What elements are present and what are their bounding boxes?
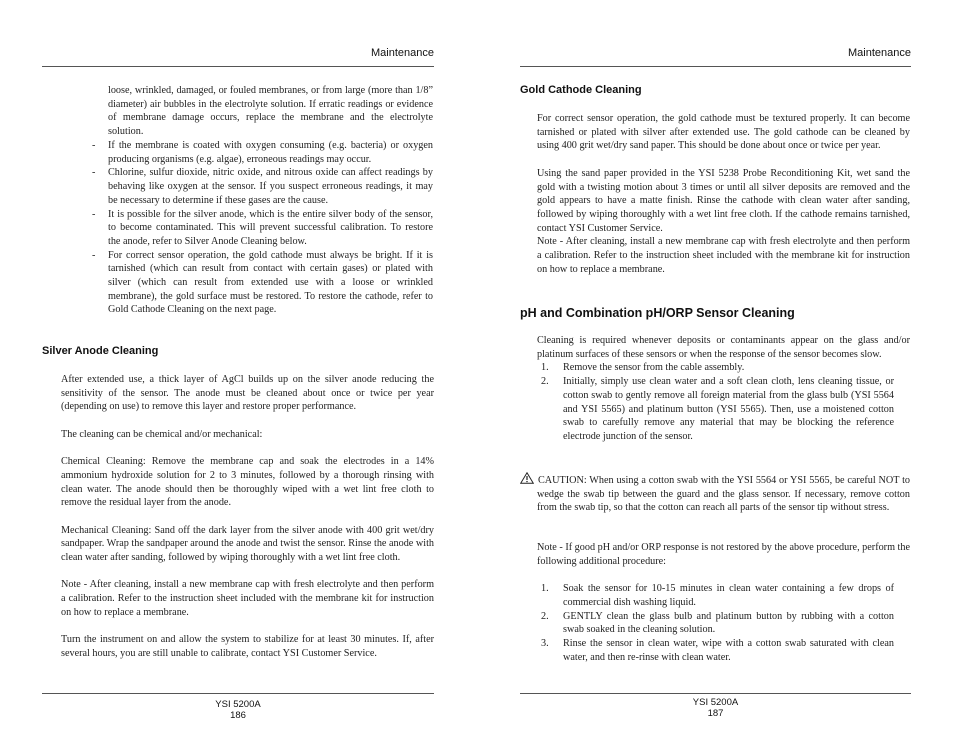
paragraph: Note - If good pH and/or ORP response is not restored by the above procedure, perform the following additional procedure: bbox=[537, 542, 910, 567]
paragraph: After extended use, a thick layer of AgCl builds up on the silver anode reducing the sensitivity of the sensor. The anode must be cleaned about once or twice per year (depending on use) to remove this layer and restore proper performance. bbox=[61, 374, 434, 413]
gold-cathode-heading: Gold Cathode Cleaning bbox=[520, 84, 642, 96]
page-number: 186 bbox=[230, 710, 246, 721]
paragraph: Note - After cleaning, install a new membrane cap with fresh electrolyte and then perform a calibration. Refer to the instruction sheet included with the membrane kit for instruction on how to replace a membrane. bbox=[537, 236, 910, 275]
left-footer-rule bbox=[42, 693, 434, 694]
caution-text: CAUTION: When using a cotton swab with the YSI 5564 or YSI 5565, be careful NOT to wedge the swab tip between the guard and the glass sensor. If necessary, remove cotton from the swab tip, so that the cotton can reach all parts of the sensor tip without stress. bbox=[520, 472, 910, 515]
list-item: 2. Initially, simply use clean water and a soft clean cloth, lens cleaning tissue, or cotton swab to gently remove all foreign material from the glass bulb (YSI 5564 and YSI 5565) and platinum button (YSI 5565). Then, use a moistened cotton swab to carefully remove any material that may be blocking the reference electrode junction of the sensor. bbox=[541, 376, 894, 442]
list-item: 1. Soak the sensor for 10-15 minutes in clean water containing a few drops of commercial dish washing liquid. bbox=[541, 583, 894, 608]
additional-procedure bbox=[537, 541, 910, 664]
page-number: 187 bbox=[707, 708, 724, 719]
continuation-paragraph: loose, wrinkled, damaged, or fouled membranes, or from large (more than 1/8” diameter) air bubbles in the electrolyte solution. If erratic readings or evidence of membrane damage occurs, replace the membrane and the electrolyte solution. bbox=[108, 85, 433, 138]
caution-block bbox=[520, 472, 910, 515]
paragraph: Note - After cleaning, install a new membrane cap with fresh electrolyte and then perform a calibration. Refer to the instruction sheet included with the membrane kit for instruction on how to replace a membrane. bbox=[61, 579, 434, 618]
right-footer-rule bbox=[520, 693, 911, 694]
left-footer bbox=[42, 699, 434, 721]
right-running-header: Maintenance bbox=[848, 47, 911, 59]
list-item: 1. Remove the sensor from the cable assembly. bbox=[541, 362, 745, 374]
list-item: - If the membrane is coated with oxygen consuming (e.g. bacteria) or oxygen producing organisms (e.g. algae), erroneous readings may occur. bbox=[92, 140, 433, 165]
footer-model: YSI 5200A bbox=[692, 697, 739, 708]
paragraph: Turn the instrument on and allow the system to stabilize for at least 30 minutes. If, after several hours, you are still unable to calibrate, contact YSI Customer Service. bbox=[61, 634, 434, 659]
ph-sensor-body bbox=[537, 334, 910, 444]
paragraph: For correct sensor operation, the gold cathode must be textured properly. It can become tarnished or plated with silver after extended use. The gold cathode can be cleaned by using 400 grit wet/dry sand paper. This should be done about once or twice per year. bbox=[537, 113, 910, 152]
left-running-header: Maintenance bbox=[371, 47, 434, 59]
left-page bbox=[42, 0, 434, 738]
right-footer bbox=[520, 697, 911, 719]
right-header-rule bbox=[520, 66, 911, 67]
left-continuation-text bbox=[108, 84, 433, 139]
ph-sensor-heading: pH and Combination pH/ORP Sensor Cleaning bbox=[520, 306, 795, 320]
left-header-rule bbox=[42, 66, 434, 67]
paragraph: Chemical Cleaning: Remove the membrane cap and soak the electrodes in a 14% ammonium hydroxide solution for 2 to 3 minutes, followed by a thorough rinsing with clean water. The anode should then be thoroughly wiped with a wet lint free cloth to remove the residual layer from the anode. bbox=[61, 456, 434, 509]
paragraph: Cleaning is required whenever deposits or contaminants appear on the glass and/or platinum surfaces of these sensors or when the response of the sensor becomes slow. bbox=[537, 335, 910, 360]
right-page bbox=[520, 0, 911, 738]
gold-cathode-body bbox=[537, 112, 910, 276]
footer-model: YSI 5200A bbox=[215, 699, 261, 710]
paragraph: Mechanical Cleaning: Sand off the dark layer from the silver anode with 400 grit wet/dry sandpaper. Wrap the sandpaper around the anode and twist the sensor. Rinse the anode with clean water after sanding, followed by wiping thoroughly with a wet lint free cloth. bbox=[61, 524, 434, 564]
paragraph: Using the sand paper provided in the YSI 5238 Probe Reconditioning Kit, wet sand the gold with a twisting motion about 3 times or until all silver deposits are removed and the gold appears to have a matte finish. Rinse the cathode with clean water after sanding, followed by wiping thoroughly with a wet lint free cloth. If the cathode remains tarnished, contact YSI Customer Service. bbox=[537, 167, 910, 234]
left-bullet-list bbox=[92, 139, 433, 317]
paragraph: The cleaning can be chemical and/or mechanical: bbox=[61, 428, 263, 440]
silver-anode-heading: Silver Anode Cleaning bbox=[42, 345, 159, 357]
list-item: - It is possible for the silver anode, which is the entire silver body of the sensor, to become contaminated. This will prevent successful calibration. To restore the anode, refer to Silver Anode Cleaning below. bbox=[92, 208, 433, 247]
list-item: 2. GENTLY clean the glass bulb and platinum button by rubbing with a cotton swab soaked in the cleaning solution. bbox=[541, 610, 894, 636]
list-item: 3. Rinse the sensor in clean water, wipe with a cotton swab saturated with clean water, and then re-rinse with clean water. bbox=[541, 637, 894, 663]
list-item: - For correct sensor operation, the gold cathode must always be bright. If it is tarnished (which can result from contact with certain gases) or plated with silver (which can result from extended use with a loose or wrinkled membrane), the gold surface must be restored. To restore the cathode, refer to Gold Cathode Cleaning on the next page. bbox=[92, 249, 433, 316]
silver-anode-body bbox=[61, 373, 434, 661]
warning-triangle-icon bbox=[520, 472, 534, 484]
list-item: - Chlorine, sulfur dioxide, nitric oxide, and nitrous oxide can affect readings by behaving like oxygen at the sensor. If you suspect erroneous readings, it may be necessary to determine if these gases are the cause. bbox=[92, 167, 433, 206]
